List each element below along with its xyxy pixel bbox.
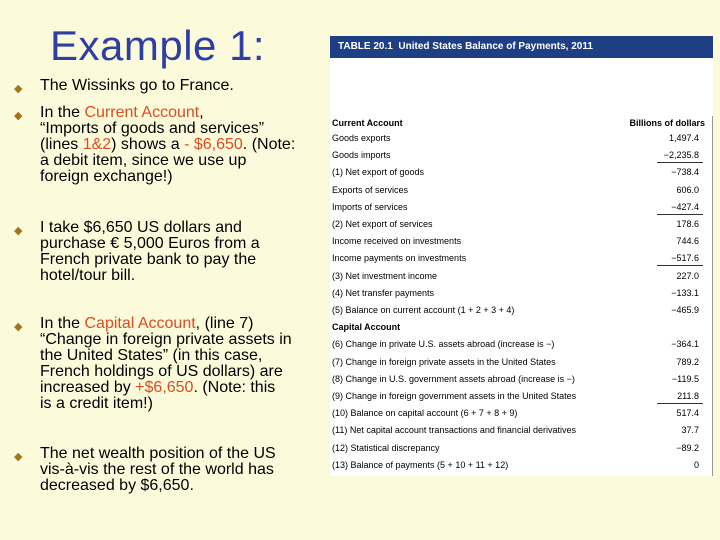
body-text: decreased by $6,650. (40, 477, 194, 494)
row-label: Income payments on investments (332, 253, 467, 264)
highlight-text: Capital Account (84, 315, 196, 332)
table-row (332, 320, 707, 334)
bullet-text (40, 316, 340, 412)
table-row (332, 286, 707, 300)
row-value: 211.8 (677, 391, 699, 401)
row-label: (9) Change in foreign government assets in the United States (332, 391, 577, 401)
balance-of-payments-table (330, 36, 713, 476)
table-row (332, 406, 707, 420)
body-text: a debit item, since we use up (40, 152, 247, 169)
row-value: −89.2 (676, 442, 699, 453)
row-value: 517.4 (676, 408, 699, 419)
table-row (332, 200, 707, 214)
slide-title: Example 1: (50, 22, 266, 69)
row-label: Capital Account (332, 322, 401, 333)
bullet-line (40, 105, 340, 121)
highlight-text: Current Account (84, 104, 200, 121)
body-text: vis-à-vis the rest of the world has (40, 461, 274, 478)
body-text: (lines (40, 136, 83, 153)
body-text: foreign exchange!) (40, 168, 173, 185)
bullet-text (40, 446, 340, 494)
row-value: 744.6 (676, 236, 699, 247)
bullet-text (40, 105, 340, 185)
row-label: (7) Change in foreign private assets in the United States (332, 356, 556, 367)
row-label: (12) Statistical discrepancy (332, 442, 440, 453)
body-text: hotel/tour bill. (40, 267, 136, 284)
highlight-text: - $6,650 (184, 136, 243, 153)
body-text: “Imports of goods and services” (40, 120, 265, 137)
highlight-text: 1&2 (82, 136, 112, 153)
bullet-line (40, 364, 340, 380)
row-label: (8) Change in U.S. government assets abroad (increase is −) (332, 373, 575, 384)
row-label: Income received on investments (332, 236, 462, 247)
subtotal-rule (657, 265, 703, 266)
subtotal-rule (657, 403, 703, 404)
row-label: Exports of services (332, 184, 409, 195)
row-value: 178.6 (676, 219, 699, 229)
table-title-bar (330, 36, 713, 58)
bullet-text (40, 220, 340, 284)
table-row (332, 441, 707, 455)
row-label: Goods imports (332, 150, 391, 161)
row-value: −2,235.8 (663, 150, 699, 161)
row-label: (1) Net export of goods (332, 167, 425, 178)
table-row (332, 303, 707, 317)
row-label: (3) Net investment income (332, 270, 438, 281)
bullet-line (40, 380, 340, 396)
table-row (332, 131, 707, 145)
body-text: French holdings of US dollars) are (40, 363, 283, 380)
bullet-diamond-icon: ◆ (14, 225, 23, 237)
body-text: purchase € 5,000 Euros from a (40, 235, 260, 252)
body-text: ) shows a (111, 136, 185, 153)
bullet-line (40, 446, 340, 462)
body-text: . (Note: this (193, 379, 276, 396)
bullet-line (40, 121, 340, 137)
bullet-diamond-icon: ◆ (14, 451, 23, 463)
row-label: (11) Net capital account transactions and financial derivatives (332, 425, 576, 436)
row-label: (13) Balance of payments (5 + 10 + 11 + 12) (332, 459, 509, 470)
table-row (332, 251, 707, 265)
row-label: (10) Balance on capital account (6 + 7 + 8 + 9) (332, 408, 518, 419)
row-value: 789.2 (676, 356, 699, 367)
row-value: −517.6 (671, 253, 699, 264)
table-label: TABLE 20.1 (338, 41, 393, 52)
body-text: , (199, 104, 204, 121)
bullet-diamond-icon: ◆ (14, 83, 23, 95)
body-text: “Change in foreign private assets in (40, 331, 292, 348)
bullet-line (40, 169, 340, 185)
bullet-line (40, 348, 340, 364)
row-value: −119.5 (671, 373, 699, 384)
bullet-line (40, 478, 340, 494)
row-value: 1,497.4 (668, 133, 699, 143)
bullet-line (40, 332, 340, 348)
bullet-line (40, 252, 340, 268)
row-label: Imports of services (332, 201, 408, 212)
row-value: 606.0 (676, 184, 699, 195)
body-text: The net wealth position of the US (40, 445, 276, 462)
table-row (332, 372, 707, 386)
bullet-line (40, 462, 340, 478)
row-value: 0 (693, 459, 699, 470)
bullet-diamond-icon: ◆ (14, 321, 23, 333)
column-header-right: Billions of dollars (629, 118, 705, 128)
body-text: . (Note: (242, 136, 296, 153)
row-value: −364.1 (671, 339, 699, 350)
row-value: −738.4 (671, 167, 699, 178)
table-row (332, 423, 707, 437)
row-value: −465.9 (671, 305, 699, 315)
bullet-line (40, 316, 340, 332)
body-text: increased by (40, 379, 136, 396)
table-right-border (712, 116, 713, 476)
row-label: Goods exports (332, 133, 391, 143)
table-row (332, 337, 707, 351)
bullet-line (40, 236, 340, 252)
column-header-left: Current Account (332, 118, 403, 128)
body-text: In the (40, 315, 85, 332)
table-row (332, 234, 707, 248)
table-row (332, 165, 707, 179)
body-text: , (line 7) (195, 315, 254, 332)
table-row (332, 355, 707, 369)
table-row (332, 183, 707, 197)
bullet-diamond-icon: ◆ (14, 110, 23, 122)
table-row (332, 217, 707, 231)
subtotal-rule (657, 214, 703, 215)
row-value: −427.4 (671, 201, 699, 212)
body-text: French private bank to pay the (40, 251, 257, 268)
table-row (332, 148, 707, 162)
bullet-line (40, 153, 340, 169)
row-value: −133.1 (671, 287, 699, 298)
row-label: (5) Balance on current account (1 + 2 + 3 + 4) (332, 305, 515, 315)
bullet-line (40, 268, 340, 284)
body-text: The Wissinks go to France. (40, 77, 234, 94)
highlight-text: +$6,650 (135, 379, 194, 396)
table-title: United States Balance of Payments, 2011 (398, 41, 593, 52)
row-value: 37.7 (681, 425, 699, 436)
bullet-line (40, 137, 340, 153)
row-label: (2) Net export of services (332, 219, 433, 229)
body-text: the United States” (in this case, (40, 347, 263, 364)
bullet-line (40, 78, 340, 94)
bullet-line (40, 220, 340, 236)
body-text: is a credit item!) (40, 395, 153, 412)
table-row (332, 458, 707, 472)
bullet-text (40, 78, 340, 94)
subtotal-rule (657, 162, 703, 163)
bullet-line (40, 396, 340, 412)
table-row (332, 269, 707, 283)
row-value: 227.0 (676, 270, 699, 281)
row-label: (4) Net transfer payments (332, 287, 435, 298)
body-text: I take $6,650 US dollars and (40, 219, 242, 236)
table-row (332, 389, 707, 403)
body-text: In the (40, 104, 85, 121)
row-label: (6) Change in private U.S. assets abroad (increase is −) (332, 339, 555, 350)
